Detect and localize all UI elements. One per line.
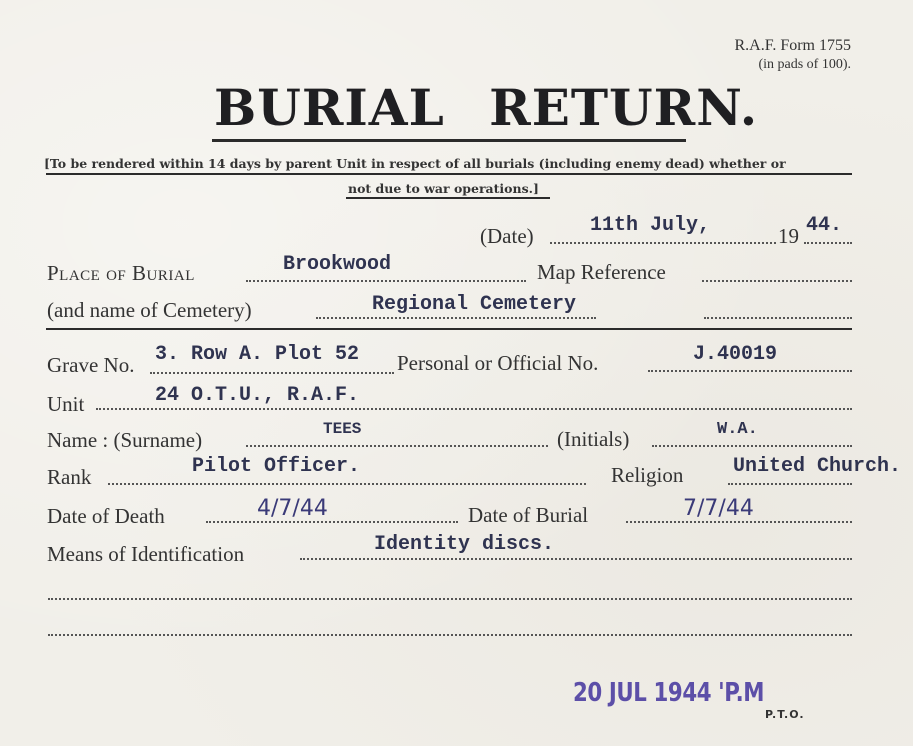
place-dotted-line — [246, 280, 526, 282]
surname-label: Name : (Surname) — [47, 428, 203, 452]
year-dotted-line — [804, 242, 852, 244]
instructions-underline-1 — [46, 173, 852, 175]
cemetery-extra-dotted-line — [704, 317, 852, 319]
means-of-identification-label: Means of Identification — [47, 542, 245, 566]
grave-no-value[interactable]: 3. Row A. Plot 52 — [155, 343, 360, 366]
cemetery-name-label: (and name of Cemetery) — [47, 298, 252, 322]
place-of-burial-value[interactable]: Brookwood — [283, 253, 392, 276]
instructions-line-2: not due to war operations.] — [348, 181, 539, 196]
date-of-burial-value[interactable]: 7/7/44 — [683, 496, 754, 521]
pto-note: P.T.O. — [765, 708, 805, 721]
pads-note: (in pads of 100). — [758, 57, 851, 72]
received-date-stamp: 20 JUL 1944 'P.M — [573, 678, 765, 708]
year-prefix-label: 19 — [778, 224, 799, 248]
title-underline — [212, 139, 686, 142]
form-number: R.A.F. Form 1755 — [734, 37, 851, 54]
date-of-death-dotted-line — [206, 521, 458, 523]
date-of-burial-dotted-line — [626, 521, 852, 523]
initials-dotted-line — [652, 445, 852, 447]
religion-value[interactable]: United Church. — [733, 455, 902, 478]
extra-dotted-line-2[interactable] — [48, 634, 852, 636]
rank-value[interactable]: Pilot Officer. — [192, 455, 361, 478]
date-label: (Date) — [480, 224, 534, 248]
cemetery-dotted-line — [316, 317, 596, 319]
map-reference-dotted-line — [702, 280, 852, 282]
grave-no-dotted-line — [150, 372, 394, 374]
identification-dotted-line — [300, 558, 852, 560]
initials-label: (Initials) — [557, 427, 630, 451]
initials-value[interactable]: W.A. — [717, 420, 758, 439]
personal-no-label: Personal or Official No. — [397, 351, 599, 375]
place-of-burial-label: Place of Burial — [47, 261, 195, 285]
grave-no-label: Grave No. — [47, 353, 135, 377]
surname-value[interactable]: TEES — [323, 420, 362, 438]
form-number-block — [734, 36, 851, 74]
religion-dotted-line — [728, 483, 852, 485]
cemetery-name-value[interactable]: Regional Cemetery — [372, 293, 577, 316]
unit-dotted-line — [96, 408, 852, 410]
rank-dotted-line — [108, 483, 586, 485]
unit-value[interactable]: 24 O.T.U., R.A.F. — [155, 384, 360, 407]
surname-dotted-line — [246, 445, 548, 447]
religion-label: Religion — [611, 463, 684, 487]
rank-label: Rank — [47, 465, 92, 489]
unit-label: Unit — [47, 392, 85, 416]
date-of-burial-label: Date of Burial — [468, 503, 589, 527]
date-dotted-line — [550, 242, 776, 244]
form-title: BURIAL RETURN. — [214, 78, 759, 137]
section-divider — [46, 328, 852, 330]
instructions-line-1: [To be rendered within 14 days by parent Unit in respect of all burials (including enemy dead) whether or — [44, 156, 786, 171]
extra-dotted-line-1[interactable] — [48, 598, 852, 600]
personal-no-dotted-line — [648, 370, 852, 372]
means-of-identification-value[interactable]: Identity discs. — [374, 533, 555, 556]
personal-no-value[interactable]: J.40019 — [693, 343, 778, 366]
date-of-death-label: Date of Death — [47, 504, 165, 528]
year-value[interactable]: 44. — [806, 214, 843, 237]
date-value[interactable]: 11th July, — [590, 214, 711, 237]
map-reference-label: Map Reference — [537, 260, 666, 284]
instructions-underline-2 — [346, 197, 550, 199]
date-of-death-value[interactable]: 4/7/44 — [257, 496, 328, 521]
